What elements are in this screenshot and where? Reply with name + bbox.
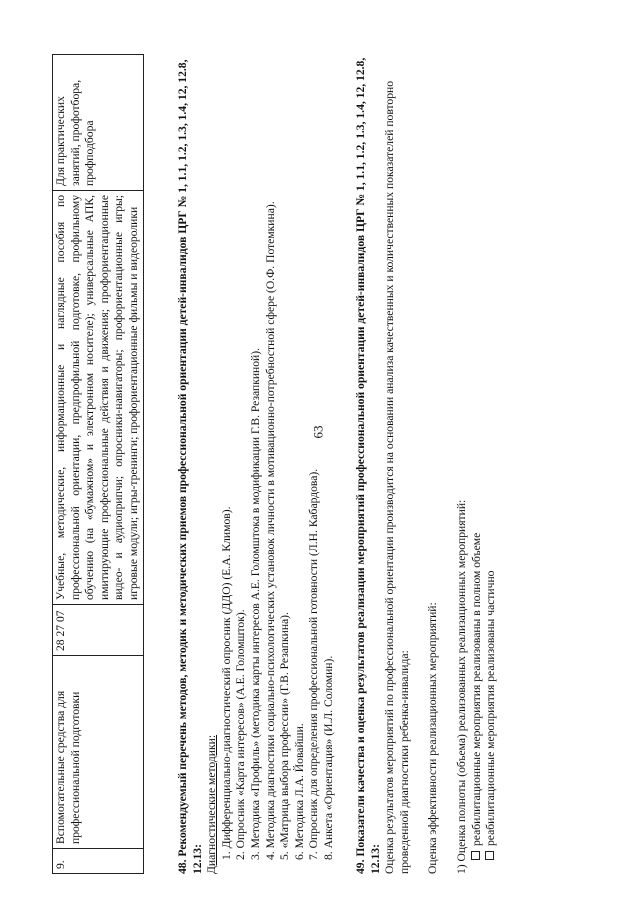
methods-list	[220, 54, 337, 874]
section-49	[354, 54, 499, 874]
completeness-label: 1) Оценка полноты (объема) реализованных реализационных мероприятий:	[454, 499, 468, 874]
aid-name: Вспомогательные средства для профессиональной подготовки	[53, 656, 144, 849]
list-item: 4. Методика диагностики социально-психологических установок личности в мотивационно-потребностной сфере (О.Ф. Потемкина).	[263, 201, 277, 860]
aids-table	[52, 54, 144, 874]
list-item: 2. Опросник «Карта интересов» (А.Е. Голомшток).	[234, 609, 248, 860]
check-label: реабилитационные мероприятия реализованы в полном объеме	[469, 532, 483, 846]
section-48-heading: 48. Рекомендуемый перечень методов, методик и методических приемов профессиональной ориентации детей-инвалидов ЦРГ № 1, 1.1, 1.2, 1.3, 1.4, 12, 12.8, 12.13:	[176, 59, 204, 874]
checkbox-icon	[471, 851, 480, 860]
list-item: 7. Опросник для определения профессиональной готовности (Л.Н. Кабардова).	[307, 468, 321, 860]
list-item: 5. «Матрица выбора профессии» (Г.В. Резапкина).	[278, 612, 292, 860]
check-item	[484, 54, 499, 874]
aid-purpose: Для практических занятий, профотбора, профподбора	[53, 55, 144, 191]
list-item: 3. Методика «Профиль» (методика карты интересов А.Е. Голомштока в модификации Г.В. Резапкиной).	[248, 347, 262, 860]
evaluation-paragraph: Оценка результатов мероприятий по профессиональной ориентации производится на основании анализа качественных и количественных показателей повторно проведенной диагностики ребенка-инвалида:	[383, 80, 411, 874]
checkbox-icon	[485, 851, 494, 860]
aid-description: Учебные, методические, информационные и наглядные пособия по профессиональной ориентации, предпрофильной подготовке, профильному обучению (на «бумажном» и электронном носителе); универсальные АПК, имитирующие профессиональные действия и движения; профориентационные видео- и аудиоприпчи; опросники-навигаторы; профориентационные игры; игровые модули; игры-тренинги; профориентационные фильмы и видеоролики	[53, 191, 144, 605]
check-label: реабилитационные мероприятия реализованы частично	[484, 570, 498, 846]
section-49-heading: 49. Показатели качества и оценка результатов реализации мероприятий профессиональной ориентации детей-инвалидов ЦРГ № 1, 1.1, 1.2, 1.3, 1.4, 12, 12.8, 12.13:	[354, 57, 382, 874]
rotated-page-content	[52, 54, 552, 874]
list-item: 6. Методика Л.А. Йовайши.	[292, 723, 306, 860]
row-number: 9.	[53, 849, 144, 874]
section-48	[176, 54, 337, 874]
list-item: 8. Анкета «Ориентация» (И.Л. Соломин).	[321, 655, 335, 860]
table-row	[53, 55, 144, 874]
aid-code: 28 27 07	[53, 605, 144, 656]
page-number: 63	[310, 425, 326, 439]
effectiveness-label: Оценка эффективности реализационных мероприятий:	[426, 602, 440, 874]
check-item	[470, 54, 485, 874]
diagnostic-methods-label: Диагностические методики:	[205, 734, 219, 874]
list-item: 1. Дифференциально-диагностический опросник (ДДО) (Е.А. Климов).	[219, 506, 233, 860]
